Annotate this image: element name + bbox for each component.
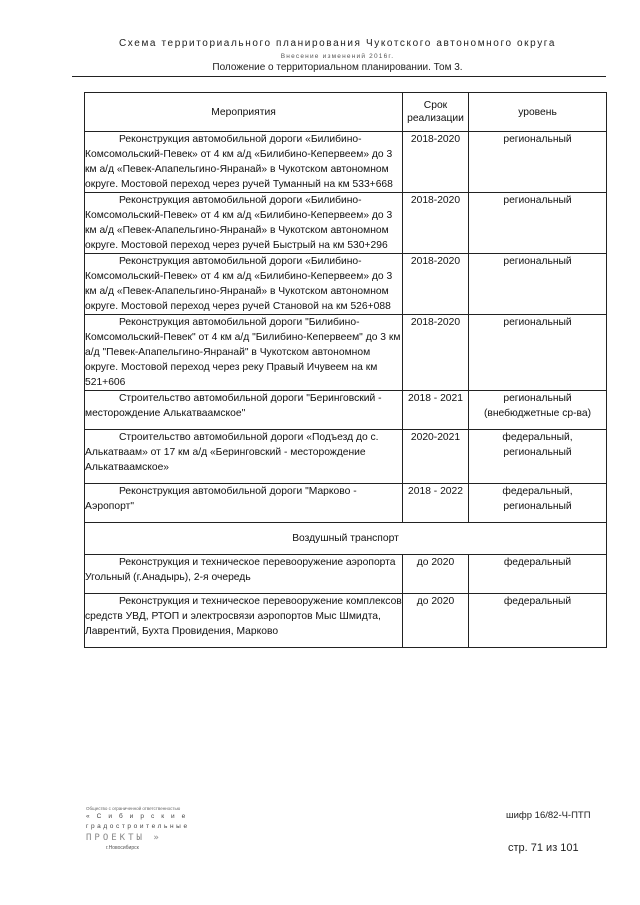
activity-cell bbox=[85, 391, 403, 430]
level-cell: федеральный, региональный bbox=[469, 484, 607, 523]
section-title: Воздушный транспорт bbox=[85, 523, 607, 555]
table-row bbox=[85, 555, 607, 594]
table-header-row bbox=[85, 93, 607, 132]
header-divider bbox=[72, 76, 606, 77]
logo-line-2: градостроительные bbox=[86, 823, 190, 830]
activity-text: Реконструкция автомобильной дороги "Билибино-Комсомольский-Певек" от 4 км а/д "Билибино-Кепервеем" до 3 км а/д "Певек-Апапельгино-Янранай" в Чукотском автономном округе. Мостовой переход через реку Правый Ичувеем на км 521+606 bbox=[85, 317, 401, 388]
header-period: Срок реализации bbox=[403, 93, 469, 132]
logo-caption: Общество с ограниченной ответственностью bbox=[86, 806, 181, 811]
activity-cell bbox=[85, 484, 403, 523]
activity-text: Реконструкция автомобильной дороги «Билибино-Комсомольский-Певек» от 4 км а/д «Билибино-Кепервеем» до 3 км а/д «Певек-Апапельгино-Янранай» в Чукотском автономном округе. Мостовой переход через ручей Становой на км 526+088 bbox=[85, 256, 393, 312]
activity-text: Строительство автомобильной дороги "Беринговский - месторождение Алькатваамское" bbox=[85, 393, 382, 419]
activity-cell bbox=[85, 193, 403, 254]
activity-cell bbox=[85, 315, 403, 391]
period-cell: 2018-2020 bbox=[403, 254, 469, 315]
document-subtitle: Внесение изменений 2016г. bbox=[280, 53, 395, 60]
table-row bbox=[85, 315, 607, 391]
logo-line-3: ПРОЕКТЫ » bbox=[86, 833, 162, 843]
level-cell: региональный bbox=[469, 193, 607, 254]
document-cipher: шифр 16/82-Ч-ПТП bbox=[506, 810, 591, 821]
period-cell: 2020-2021 bbox=[403, 430, 469, 484]
table-row bbox=[85, 594, 607, 648]
activity-cell bbox=[85, 555, 403, 594]
header-level: уровень bbox=[469, 93, 607, 132]
level-cell: региональный bbox=[469, 254, 607, 315]
activity-text: Реконструкция автомобильной дороги «Билибино-Комсомольский-Певек» от 4 км а/д «Билибино-Кепервеем» до 3 км а/д «Певек-Апапельгино-Янранай» в Чукотском автономном округе. Мостовой переход через ручей Туманный на км 533+668 bbox=[85, 134, 393, 190]
level-cell: федеральный bbox=[469, 555, 607, 594]
level-cell: федеральный bbox=[469, 594, 607, 648]
header-activity: Мероприятия bbox=[85, 93, 403, 132]
activity-text: Реконструкция автомобильной дороги «Билибино-Комсомольский-Певек» от 4 км а/д «Билибино-Кепервеем» до 3 км а/д «Певек-Апапельгино-Янранай» в Чукотском автономном округе. Мостовой переход через ручей Быстрый на км 530+296 bbox=[85, 195, 393, 251]
table-row bbox=[85, 254, 607, 315]
company-logo bbox=[86, 806, 196, 852]
table-row bbox=[85, 430, 607, 484]
table-row bbox=[85, 193, 607, 254]
document-title: Схема территориального планирования Чукотского автономного округа bbox=[118, 38, 556, 49]
table-row bbox=[85, 132, 607, 193]
level-cell: федеральный, региональный bbox=[469, 430, 607, 484]
page-number: стр. 71 из 101 bbox=[508, 842, 579, 854]
period-cell: до 2020 bbox=[403, 555, 469, 594]
activity-cell bbox=[85, 132, 403, 193]
level-cell: региональный (внебюджетные ср-ва) bbox=[469, 391, 607, 430]
period-cell: 2018-2020 bbox=[403, 132, 469, 193]
activity-cell bbox=[85, 254, 403, 315]
activity-cell bbox=[85, 594, 403, 648]
period-cell: 2018-2020 bbox=[403, 193, 469, 254]
period-cell: 2018 - 2022 bbox=[403, 484, 469, 523]
section-row bbox=[85, 523, 607, 555]
activity-text: Реконструкция и техническое перевооружение комплексов средств УВД, РТОП и электросвязи аэропортов Мыс Шмидта, Лаврентий, Бухта Провидения, Марково bbox=[85, 596, 402, 637]
table-row bbox=[85, 391, 607, 430]
period-cell: 2018-2020 bbox=[403, 315, 469, 391]
logo-line-1: « С и б и р с к и е bbox=[86, 813, 188, 820]
table-row bbox=[85, 484, 607, 523]
activity-text: Реконструкция и техническое перевооружение аэропорта Угольный (г.Анадырь), 2-я очередь bbox=[85, 557, 396, 583]
level-cell: региональный bbox=[469, 132, 607, 193]
activities-table bbox=[84, 92, 607, 648]
period-cell: 2018 - 2021 bbox=[403, 391, 469, 430]
volume-line: Положение о территориальном планировании. Том 3. bbox=[212, 62, 463, 73]
activity-text: Строительство автомобильной дороги «Подъезд до с. Алькатваам» от 17 км а/д «Беринговский - месторождение Алькатваамское» bbox=[85, 432, 379, 473]
activity-text: Реконструкция автомобильной дороги "Марково - Аэропорт" bbox=[85, 486, 357, 512]
activity-cell bbox=[85, 430, 403, 484]
logo-city: г.Новосибирск bbox=[106, 845, 139, 851]
level-cell: региональный bbox=[469, 315, 607, 391]
period-cell: до 2020 bbox=[403, 594, 469, 648]
